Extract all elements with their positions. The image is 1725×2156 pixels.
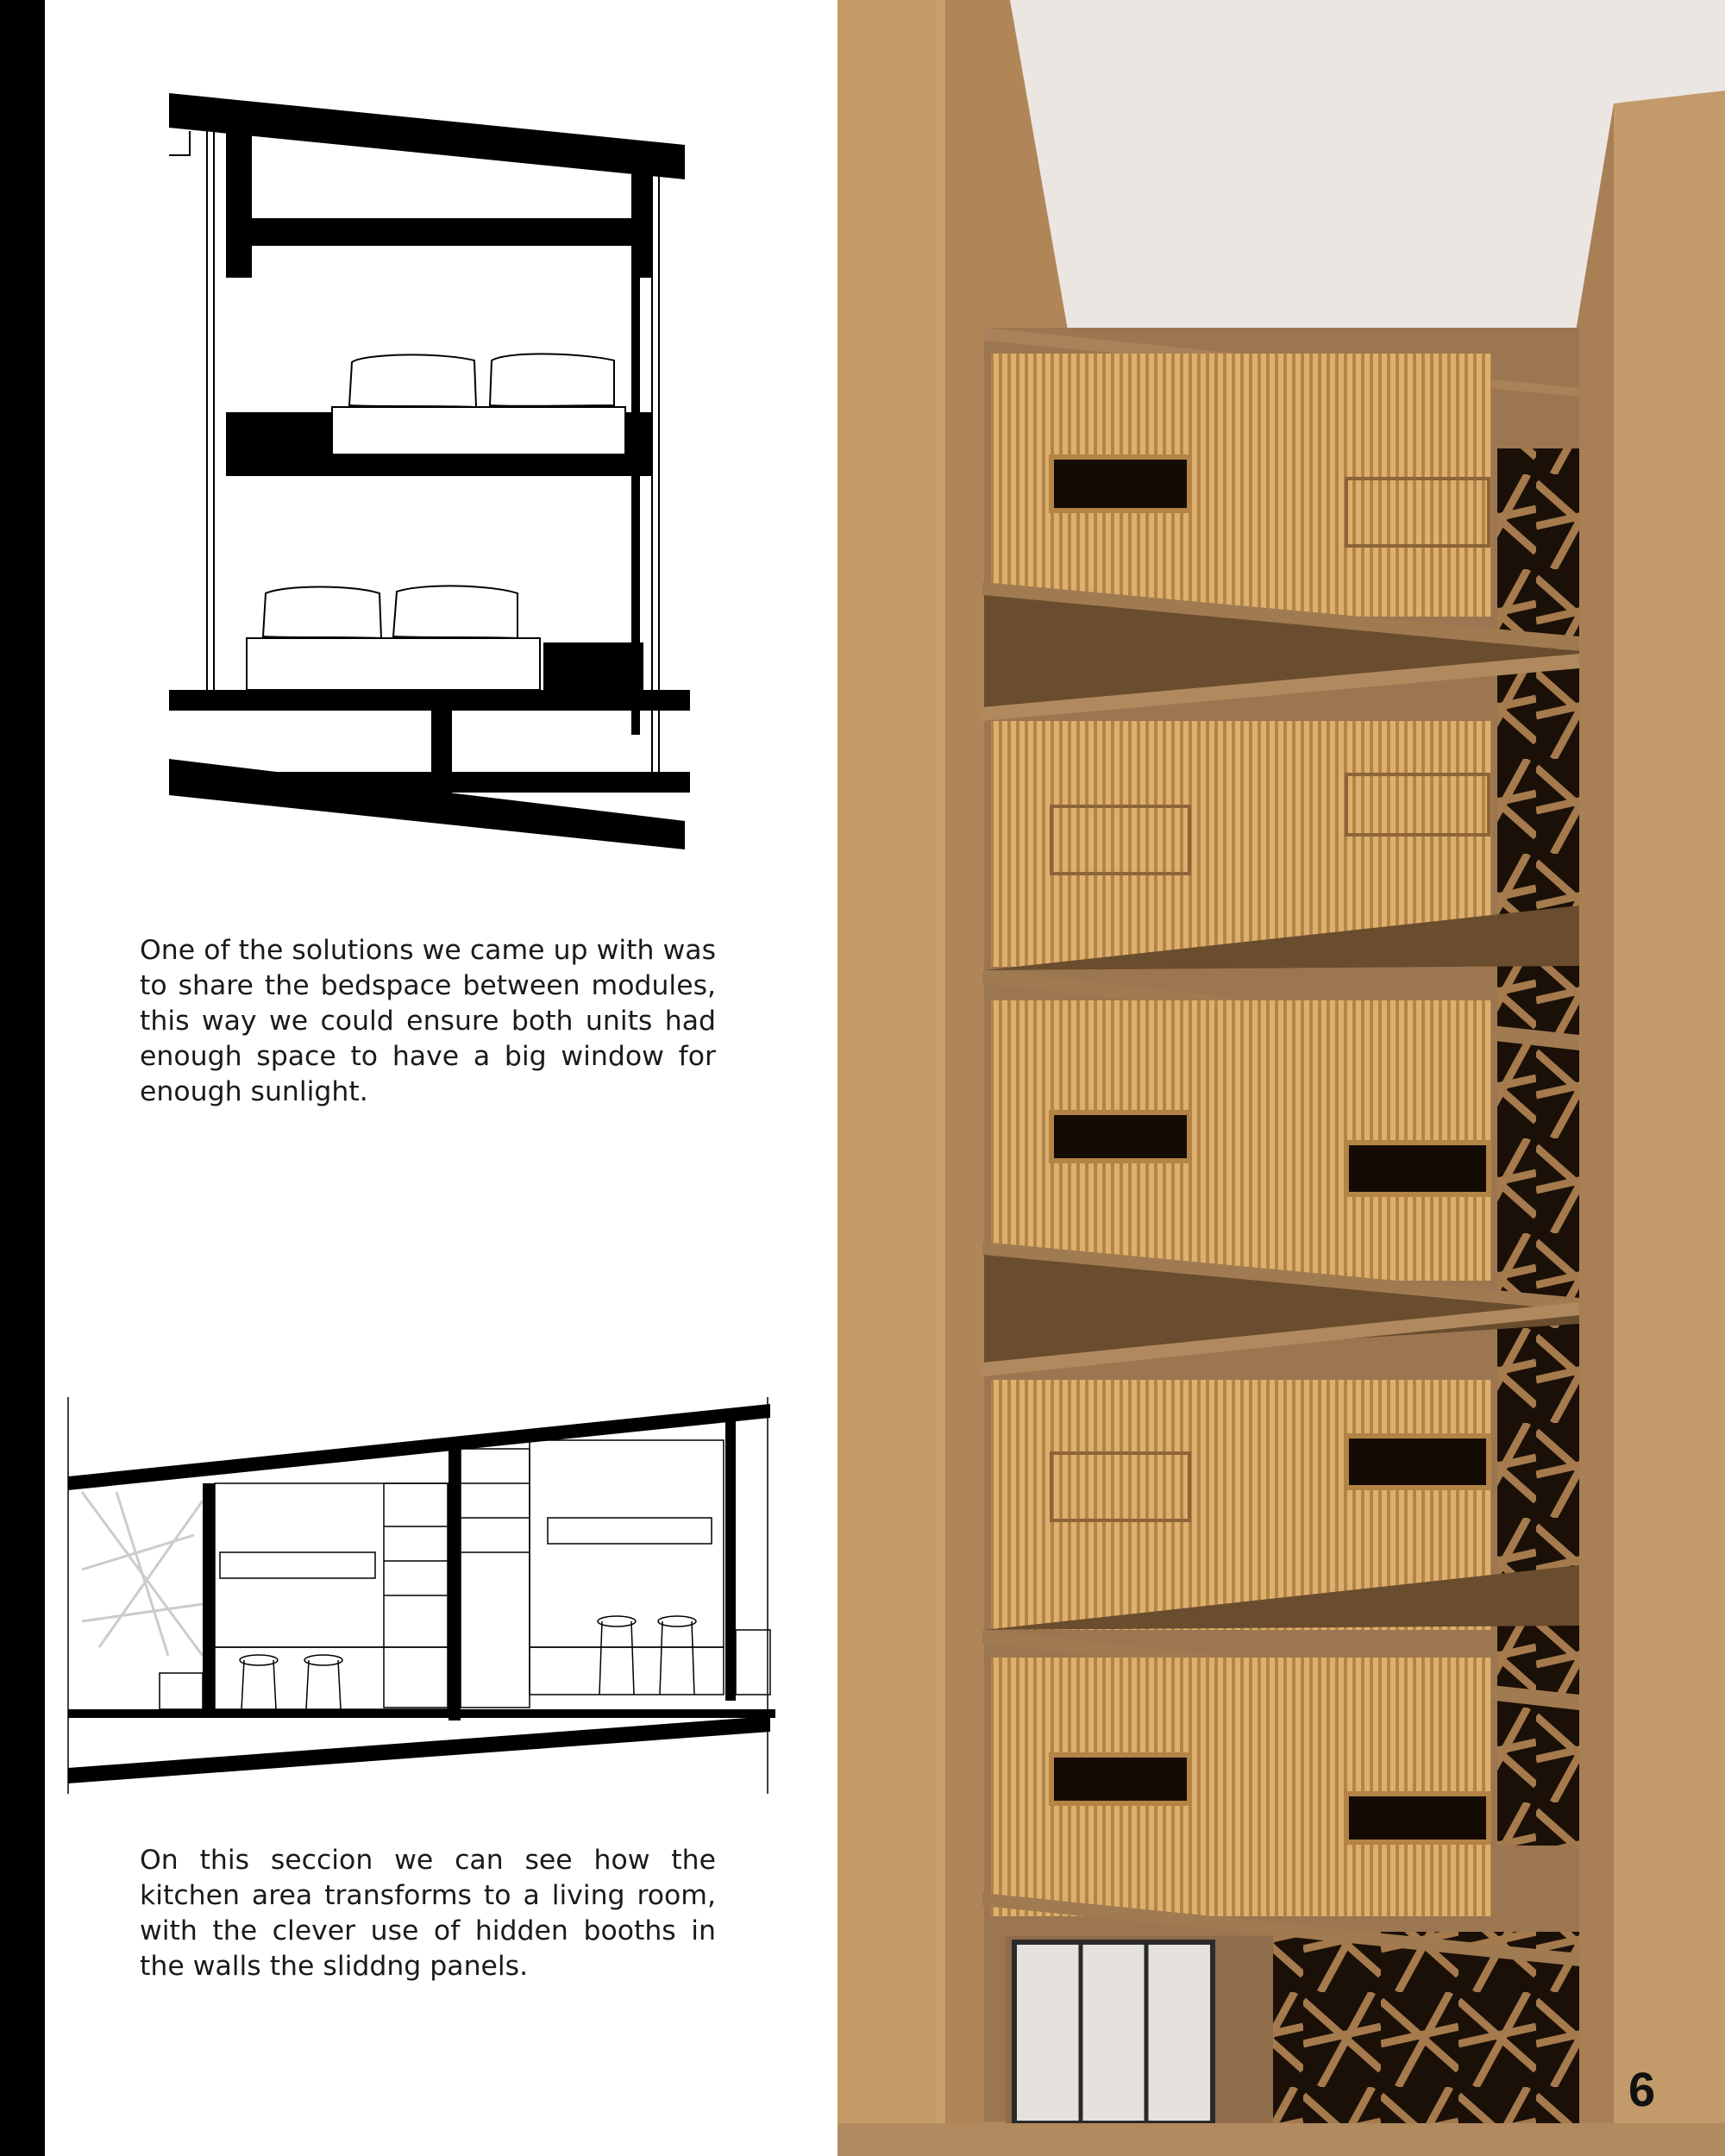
kitchen-section-drawing — [65, 1397, 781, 1802]
facade-render-image — [837, 0, 1725, 2156]
kitchen-description: On this seccion we can see how the kitchen area transforms to a living room, with the clever use of hidden booths in the walls the sliddng panels. — [140, 1845, 716, 1982]
page-number: 6 — [1628, 2062, 1656, 2116]
left-margin-bar — [0, 0, 45, 2156]
bedspace-description: One of the solutions we came up with was to share the bedspace between modules, this way we could ensure both units had enough space to have a big window for enough sunlight. — [140, 935, 716, 1107]
facade-render — [837, 0, 1725, 2156]
bedroom-section-drawing — [164, 86, 699, 862]
